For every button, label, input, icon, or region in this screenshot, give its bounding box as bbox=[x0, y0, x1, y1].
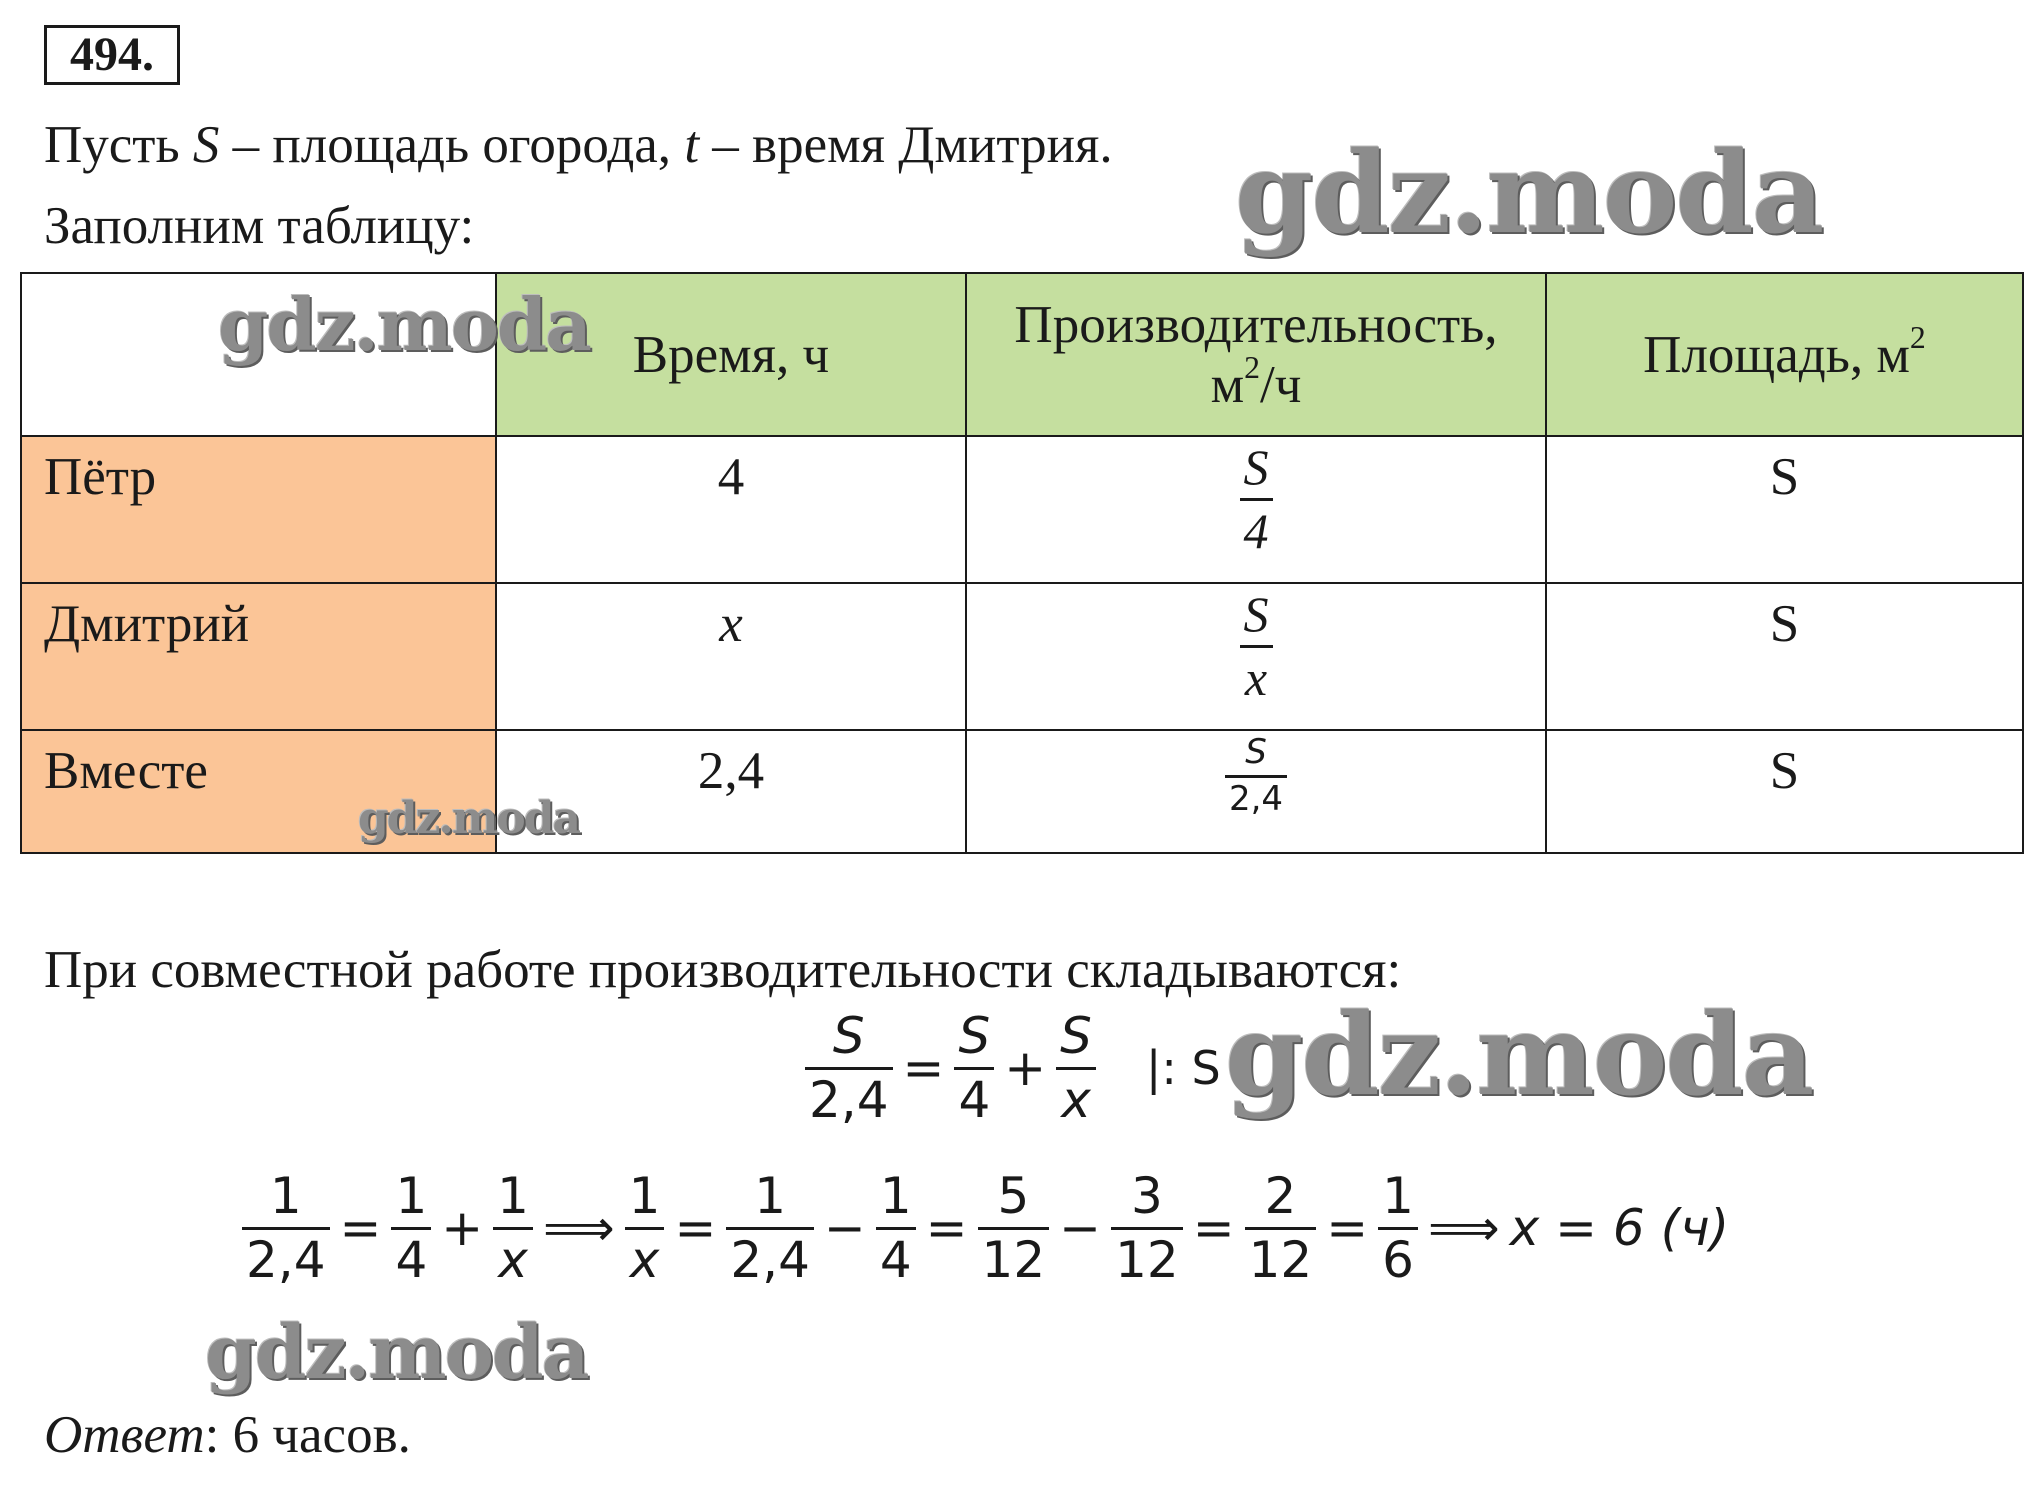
table-row bbox=[21, 730, 2023, 853]
intro-line-1 bbox=[44, 115, 1113, 175]
cell-area: S bbox=[1546, 583, 2023, 730]
table-row bbox=[21, 583, 2023, 730]
cell-time: 2,4 bbox=[496, 730, 966, 853]
cell-area: S bbox=[1546, 436, 2023, 583]
watermark-logo: gdz.moda bbox=[1225, 990, 1813, 1121]
intro-text-c: – время Дмитрия. bbox=[699, 116, 1113, 174]
fraction: $\frac{1}{6}$ bbox=[1378, 1170, 1418, 1286]
row-label: Вместе bbox=[21, 730, 496, 853]
cell-area: S bbox=[1546, 730, 2023, 853]
intro-text-a: Пусть bbox=[44, 116, 193, 174]
fraction: $\frac{1}{x}$ bbox=[493, 1170, 533, 1286]
watermark-logo: gdz.moda bbox=[358, 793, 580, 844]
problem-number: 494. bbox=[44, 25, 180, 85]
header-productivity-line1: Производительность, bbox=[1014, 295, 1498, 354]
fraction: $\frac{5}{12}$ bbox=[978, 1170, 1050, 1286]
fraction: $\frac{S}{2,4}$ bbox=[805, 1010, 893, 1126]
fraction: $\frac{S}{x}$ bbox=[1056, 1010, 1096, 1126]
equation-2: $\frac{1}{2,4}$ = $\frac{1}{4}$ + $\frac{1}{x}$ ⟹ $\frac{1}{x}$ = $\frac{1}{2,4}$ − $\frac{1}{4}$ = $\frac{5}{12}$ − $\frac{3}{12}$ = $\frac{2}{12}$ = $\frac{1}{6}$ ⟹ x = 6 (ч) bbox=[242, 1170, 1729, 1286]
fraction: $\frac{S}{4}$ bbox=[954, 1010, 994, 1126]
header-time: Время, ч bbox=[496, 273, 966, 436]
fraction: $\frac{1}{2,4}$ bbox=[242, 1170, 330, 1286]
watermark-logo: gdz.moda bbox=[1235, 128, 1823, 259]
answer-label: Ответ bbox=[44, 1406, 205, 1464]
cell-productivity: $\frac{S}{x}$ bbox=[966, 583, 1546, 730]
row-label: Дмитрий bbox=[21, 583, 496, 730]
fraction: $\frac{1}{4}$ bbox=[876, 1170, 916, 1286]
header-productivity bbox=[966, 273, 1546, 436]
divide-note: |: S bbox=[1145, 1041, 1221, 1095]
var-s: S bbox=[192, 116, 220, 174]
fraction: $\frac{3}{12}$ bbox=[1111, 1170, 1183, 1286]
cell-time: x bbox=[496, 583, 966, 730]
row-label: Пётр bbox=[21, 436, 496, 583]
watermark-logo: gdz.moda bbox=[205, 1310, 588, 1396]
watermark-logo: gdz.moda bbox=[218, 282, 590, 367]
cell-time: 4 bbox=[496, 436, 966, 583]
table-row bbox=[21, 436, 2023, 583]
explanation-text: При совместной работе производительности складываются: bbox=[44, 941, 1402, 999]
answer-text: : 6 часов. bbox=[204, 1406, 411, 1464]
equation-1: $\frac{S}{2,4}$ = $\frac{S}{4}$ + $\frac{S}{x}$ |: S bbox=[805, 1010, 1221, 1126]
cell-productivity: $\frac{S}{4}$ bbox=[966, 436, 1546, 583]
header-area: Площадь, $м^2$ bbox=[1546, 273, 2023, 436]
intro-text-b: – площадь огорода, bbox=[219, 116, 685, 174]
fraction: $\frac{1}{4}$ bbox=[391, 1170, 431, 1286]
fraction: $\frac{2}{12}$ bbox=[1245, 1170, 1317, 1286]
var-t: t bbox=[684, 116, 700, 174]
fraction: $\frac{1}{2,4}$ bbox=[726, 1170, 814, 1286]
header-productivity-unit: $м^2/ч$ bbox=[1210, 350, 1302, 414]
result: x = 6 (ч) bbox=[1509, 1199, 1730, 1257]
cell-productivity: $\frac{S}{2,4}$ bbox=[966, 730, 1546, 853]
fraction: $\frac{1}{x}$ bbox=[625, 1170, 665, 1286]
intro-line-2: Заполним таблицу: bbox=[44, 197, 475, 255]
answer-line bbox=[44, 1405, 411, 1465]
